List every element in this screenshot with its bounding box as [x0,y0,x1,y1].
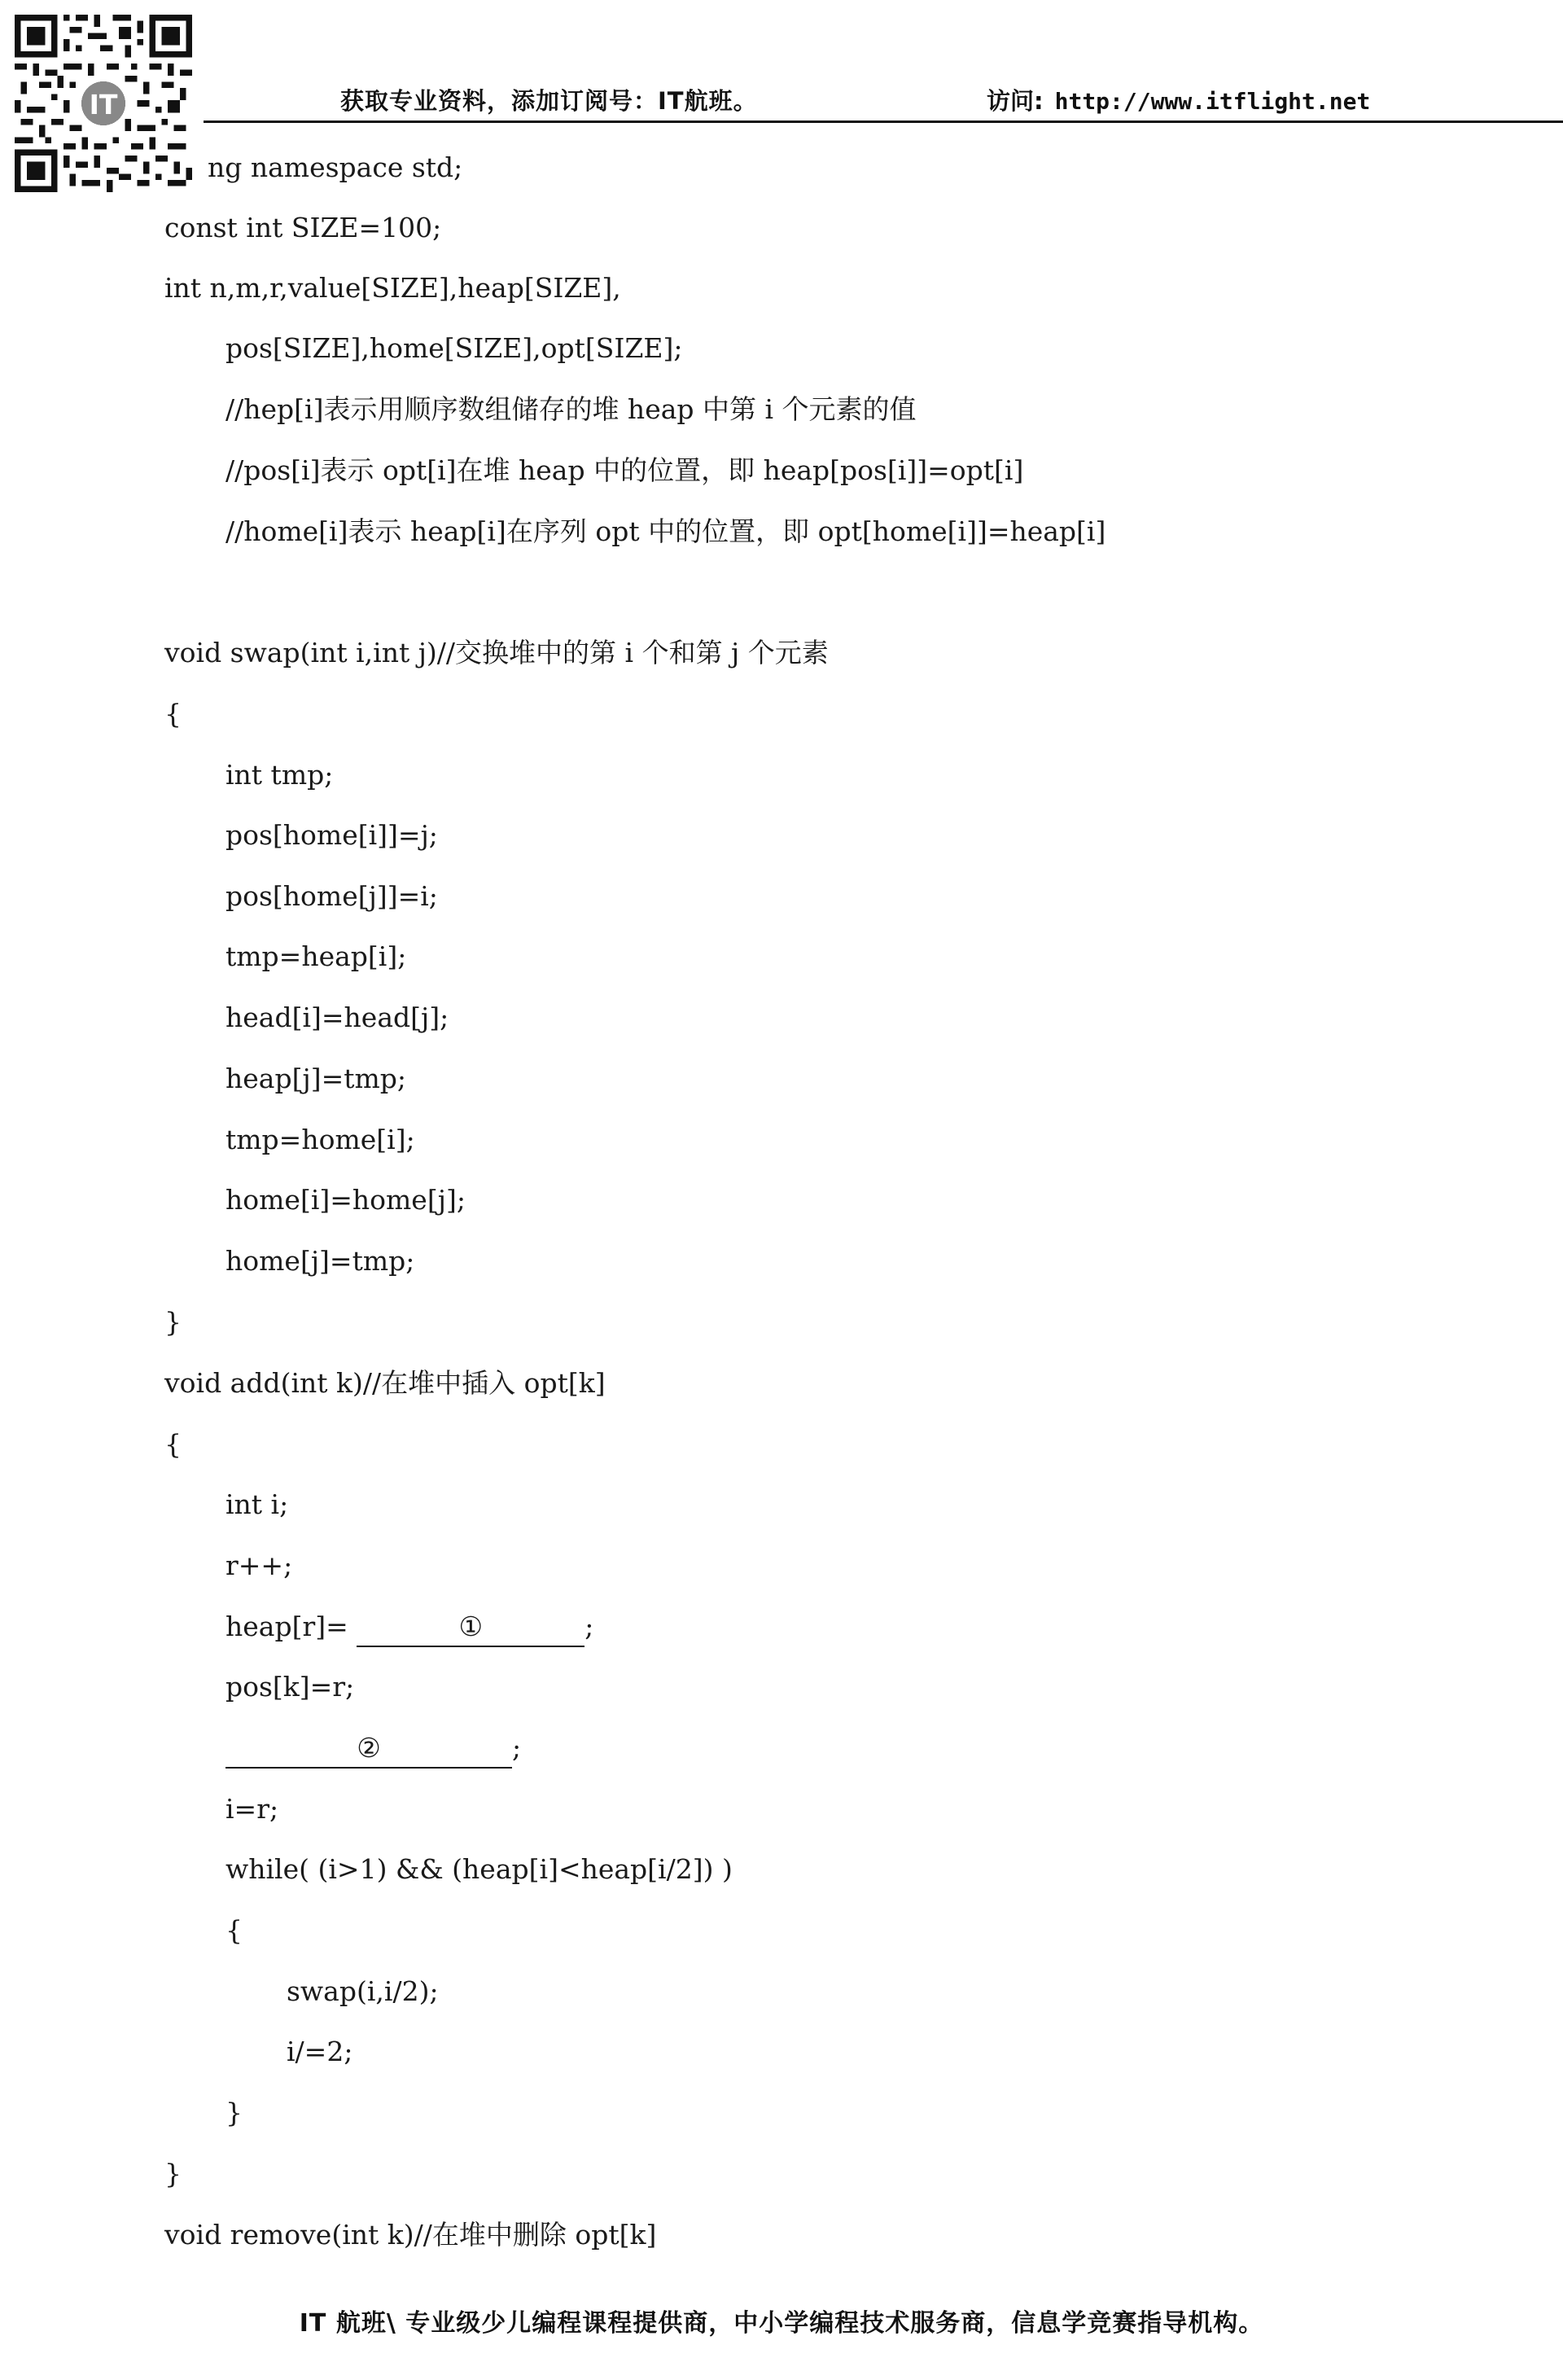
code-line: int i; [225,1488,289,1520]
code-line: tmp=home[i]; [225,1124,415,1155]
code-line: const int SIZE=100; [164,212,442,243]
code-comment: //hep[i]表示用顺序数组储存的堆 heap 中第 i 个元素的值 [225,393,917,425]
code-line: { [225,1914,243,1946]
code-line: } [225,2097,243,2128]
fill-blank-1[interactable]: ① [357,1608,584,1647]
code-line: head[i]=head[j]; [225,1002,449,1033]
code-text: ; [512,1732,522,1764]
qr-logo-text: IT [89,88,118,121]
code-line: home[i]=home[j]; [225,1184,466,1216]
header-visit-label: 访问: [987,87,1044,115]
code-line: void add(int k)//在堆中插入 opt[k] [164,1367,606,1399]
code-line: pos[home[j]]=i; [225,880,438,912]
header-subscribe-text: 获取专业资料，添加订阅号：IT航班。 [340,87,758,115]
code-line: } [164,1306,182,1338]
code-line: home[j]=tmp; [225,1245,415,1277]
code-text: ; [584,1611,594,1642]
header-visit [987,83,1370,116]
code-line-blank-1 [225,1604,593,1650]
header-url-link[interactable]: http://www.itflight.net [1054,88,1371,115]
code-line: int tmp; [225,759,334,791]
code-line: int n,m,r,value[SIZE],heap[SIZE], [164,272,621,304]
code-line: void remove(int k)//在堆中删除 opt[k] [164,2219,657,2251]
code-line: heap[j]=tmp; [225,1063,407,1094]
code-line: pos[home[i]]=j; [225,819,438,851]
code-line: pos[SIZE],home[SIZE],opt[SIZE]; [225,332,683,364]
page-header [204,83,1563,123]
code-line: { [164,1428,182,1460]
code-line: { [164,698,182,730]
code-line: while( (i>1) && (heap[i]<heap[i/2]) ) [225,1853,733,1885]
code-line: void swap(int i,int j)//交换堆中的第 i 个和第 j 个元素 [164,637,829,668]
code-comment: //home[i]表示 heap[i]在序列 opt 中的位置，即 opt[home[i]]=heap[i] [225,515,1106,547]
qr-code-icon [15,15,192,192]
code-line: } [164,2158,182,2189]
code-line: pos[k]=r; [225,1671,355,1703]
code-comment: //pos[i]表示 opt[i]在堆 heap 中的位置，即 heap[pos[i]]=opt[i] [225,454,1024,486]
fill-blank-2[interactable]: ② [225,1729,512,1769]
code-line: i/=2; [287,2036,353,2067]
code-line: r++; [225,1549,293,1581]
code-line: ng namespace std; [208,151,463,183]
code-text: heap[r]= [225,1611,357,1642]
page-footer: IT 航班\ 专业级少儿编程课程提供商，中小学编程技术服务商，信息学竞赛指导机构。 [299,2309,1264,2338]
code-line: i=r; [225,1793,279,1825]
code-line: swap(i,i/2); [287,1975,439,2007]
code-line: tmp=heap[i]; [225,940,407,972]
code-line-blank-2 [225,1725,521,1771]
